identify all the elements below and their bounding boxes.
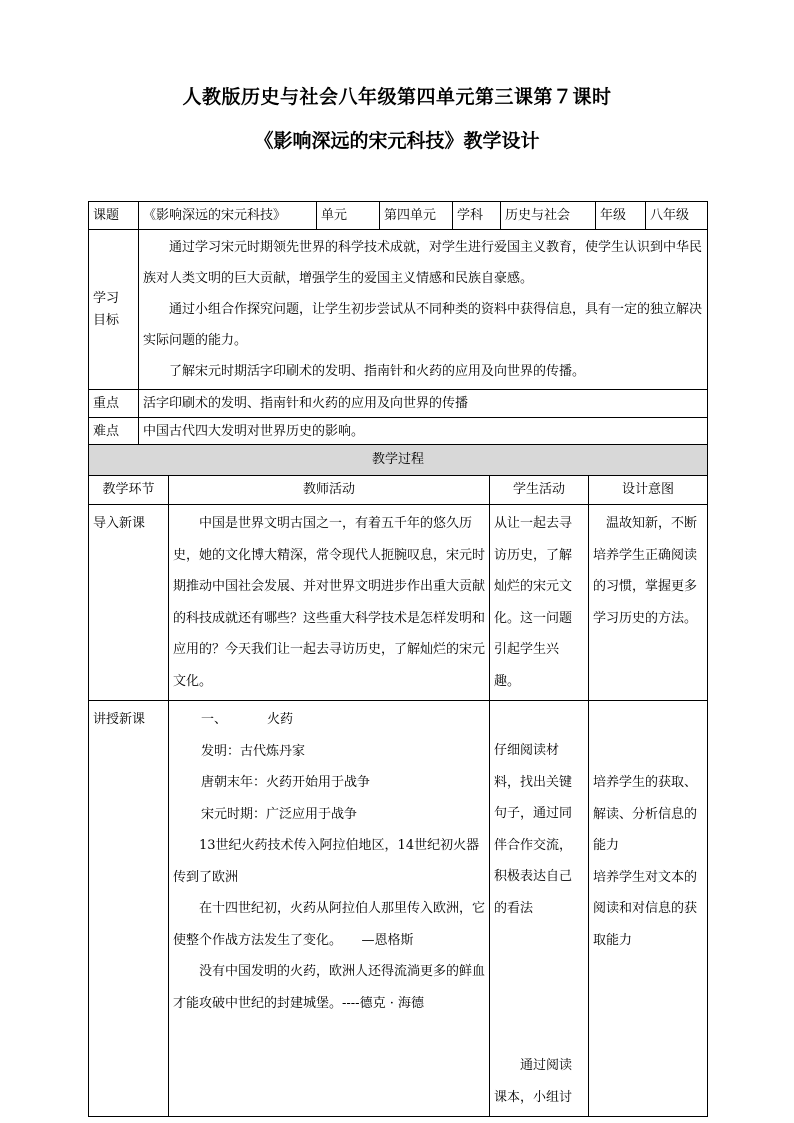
intro-student-activity: 从让一起去寻访历史，了解灿烂的宋元文化。这一问题引起学生兴趣。: [490, 505, 589, 701]
document-subtitle: 《影响深远的宋元科技》教学设计: [254, 130, 540, 152]
teaching-process-table: [88, 444, 708, 1117]
lesson-info-table: [88, 201, 708, 446]
lesson-design-intent: [589, 701, 708, 1117]
goal-paragraph: 通过小组合作探究问题，让学生初步尝试从不同种类的资料中获得信息，具有一定的独立解决实际问题的能力。: [143, 302, 703, 348]
subject-label: 学科: [453, 202, 501, 230]
intro-intent-text: 温故知新，不断培养学生正确阅读的习惯，掌握更多学习历史的方法。: [593, 516, 698, 626]
lesson-quote-dekhaide: 没有中国发明的火药，欧洲人还得流淌更多的鲜血才能攻破中世纪的封建城堡。----德克 · 海德: [173, 964, 486, 1011]
intro-teacher-text: 中国是世界文明古国之一，有着五千年的悠久历史，她的文化博大精深，常令现代人扼腕叹息，宋元时期推动中国社会发展、并对世界文明进步作出重大贡献的科技成就还有哪些？这些重大科学技术是怎样发明和应用的？今天我们让一起去寻访历史，了解灿烂的宋元文化。: [173, 516, 486, 689]
header-intent: 设计意图: [589, 476, 708, 505]
lesson-student-text-2: 通过阅读课本，小组讨: [494, 1058, 573, 1105]
goals-label: [89, 230, 139, 390]
lesson-quote-engels: 在十四世纪初，火药从阿拉伯人那里传入欧洲，它使整个作战方法发生了变化。 —恩格斯: [173, 901, 486, 948]
header-teacher: 教师活动: [169, 476, 490, 505]
lesson-heading-text: 火药: [267, 712, 294, 727]
lesson-student-text-1: 仔细阅读材料，找出关键句子，通过同伴合作交流，积极表达自己的看法: [494, 743, 573, 916]
lesson-stage: 讲授新课: [89, 701, 169, 1117]
lesson-line: 唐朝末年：火药开始用于战争: [201, 775, 371, 790]
lesson-intent-text-1: 培养学生的获取、解读、分析信息的能力: [593, 775, 698, 853]
goals-label-line2: 目标: [93, 312, 120, 328]
lesson-line: 发明：古代炼丹家: [201, 743, 306, 759]
goal-paragraph: 通过学习宋元时期领先世界的科学技术成就，对学生进行爱国主义教育，使学生认识到中华民族对人类文明的巨大贡献，增强学生的爱国主义情感和民族自豪感。: [143, 240, 703, 286]
intro-stage: 导入新课: [89, 505, 169, 701]
subject-value: 历史与社会: [501, 202, 596, 230]
goals-label-line1: 学习: [93, 290, 120, 306]
key-points-value: 活字印刷术的发明、指南针和火药的应用及向世界的传播: [139, 390, 708, 418]
lesson-teacher-activity: [169, 701, 490, 1117]
difficult-points-label: 难点: [89, 418, 139, 446]
lesson-spread-text: 13世纪火药技术传入阿拉伯地区，14世纪初火器传到了欧洲: [173, 838, 480, 885]
grade-label: 年级: [596, 202, 646, 230]
process-band-title: 教学过程: [89, 445, 708, 476]
unit-value: 第四单元: [380, 202, 453, 230]
lesson-heading-number: 一、: [201, 712, 228, 727]
topic-value: 《影响深远的宋元科技》: [139, 202, 317, 230]
header-stage: 教学环节: [89, 476, 169, 505]
lesson-intent-text-2: 培养学生对文本的阅读和对信息的获取能力: [593, 869, 698, 948]
lesson-student-activity: [490, 701, 589, 1117]
grade-value: 八年级: [646, 202, 708, 230]
lesson-line: 宋元时期：广泛应用于战争: [201, 806, 358, 822]
difficult-points-value: 中国古代四大发明对世界历史的影响。: [139, 418, 708, 446]
document-title: 人教版历史与社会八年级第四单元第三课第７课时: [182, 86, 612, 108]
lesson-heading: [173, 704, 485, 736]
intro-teacher-activity: [169, 505, 490, 701]
header-student: 学生活动: [490, 476, 589, 505]
key-points-label: 重点: [89, 390, 139, 418]
goals-content: [139, 230, 708, 390]
unit-label: 单元: [317, 202, 380, 230]
topic-label: 课题: [89, 202, 139, 230]
goal-paragraph: 了解宋元时期活字印刷术的发明、指南针和火药的应用及向世界的传播。: [169, 364, 586, 379]
intro-design-intent: [589, 505, 708, 701]
